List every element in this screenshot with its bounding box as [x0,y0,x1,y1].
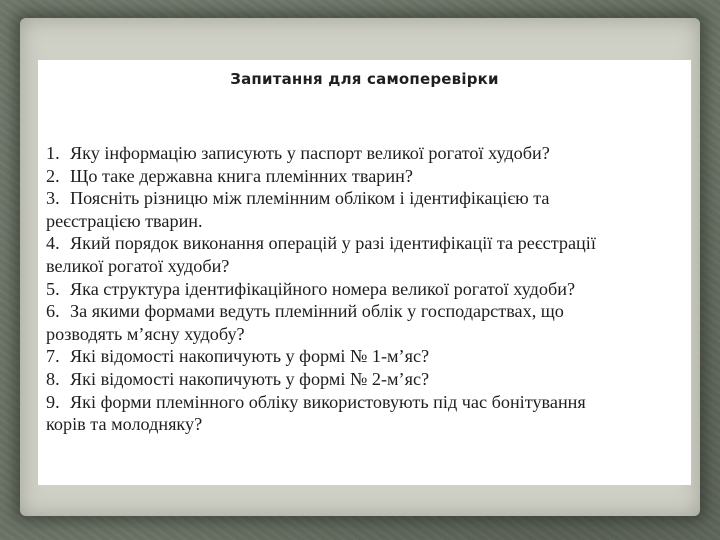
question-item [46,165,688,188]
question-number: 9. [46,391,60,412]
question-text: Який порядок виконання операцій у разі ідентифікації та реєстрації [70,233,596,254]
question-text-continued: корів та молодняку? [46,414,203,435]
question-text-continued: реєстрацією тварин. [46,210,203,231]
question-item [46,368,688,391]
question-text: Поясніть різницю між племінним обліком і ідентифікацією та [70,188,550,209]
question-item [46,278,688,301]
question-item [46,391,688,436]
question-number: 5. [46,278,60,299]
question-text-continued: розводять м’ясну худобу? [46,323,245,344]
question-list [46,142,688,436]
question-text: Що таке державна книга племінних тварин? [70,165,413,186]
question-text: Які відомості накопичують у формі № 2-м’яс? [70,368,430,389]
question-item [46,300,688,345]
question-text: Які форми племінного обліку використовують під час бонітування [70,391,586,412]
question-number: 1. [46,143,60,163]
question-text: Яку інформацію записують у паспорт великої рогатої худоби? [70,143,550,163]
question-item [46,232,688,277]
question-item [46,345,688,368]
slide-title: Запитання для самоперевірки [230,70,499,88]
question-text: Які відомості накопичують у формі № 1-м’яс? [70,346,430,367]
question-number: 3. [46,188,60,209]
question-text: За якими формами ведуть племінний облік у господарствах, що [70,301,564,322]
question-number: 6. [46,301,60,322]
question-text-continued: великої рогатої худоби? [46,255,230,276]
question-number: 2. [46,165,60,186]
question-item [46,142,688,165]
question-item [46,187,688,232]
question-number: 7. [46,346,60,367]
question-text: Яка структура ідентифікаційного номера великої рогатої худоби? [70,278,576,299]
question-number: 4. [46,233,60,254]
question-number: 8. [46,368,60,389]
slide-page [38,60,691,485]
